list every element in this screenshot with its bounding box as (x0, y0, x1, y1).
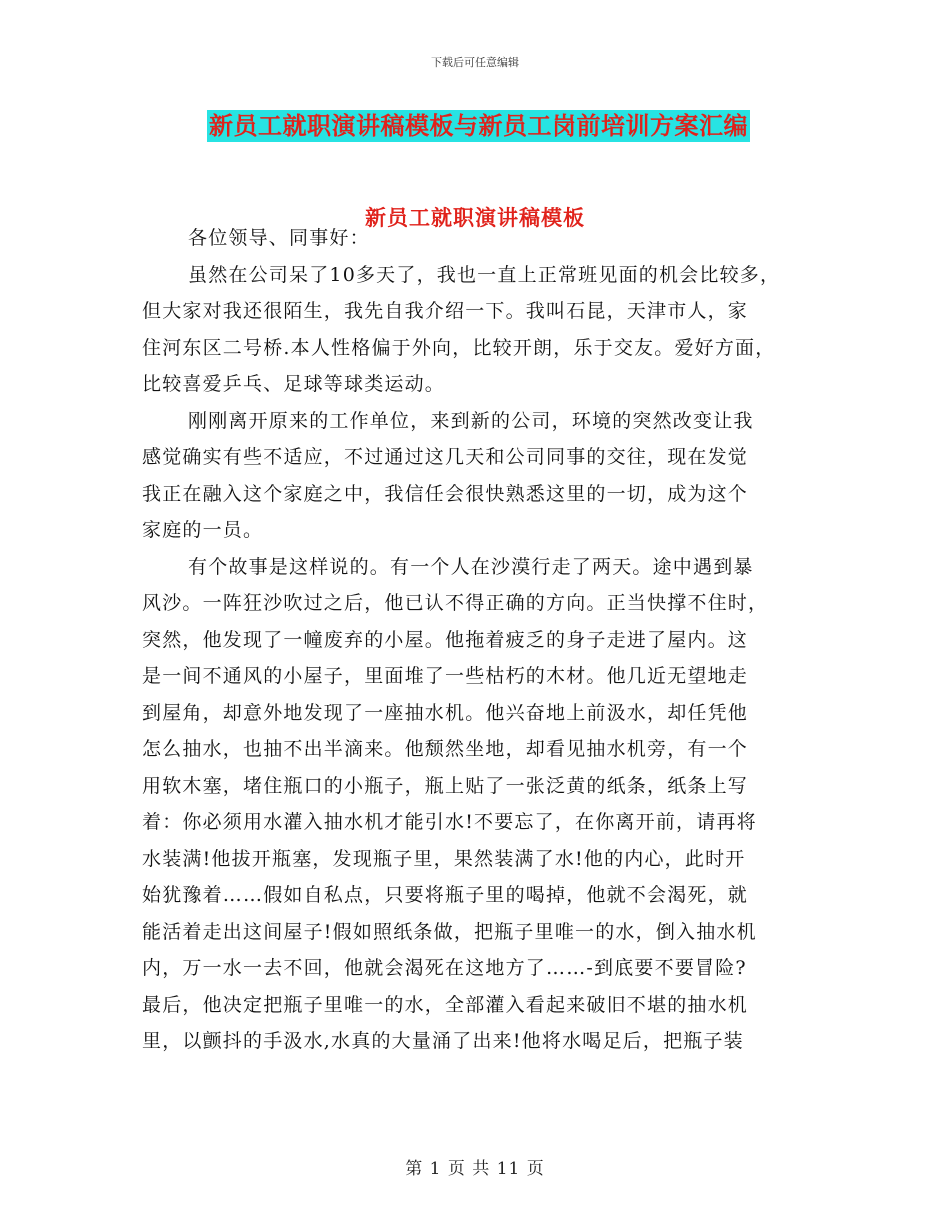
paragraph-line: 怎么抽水，也抽不出半滴来。他颓然坐地，却看见抽水机旁，有一个 (142, 738, 749, 760)
paragraph-line: 始犹豫着……假如自私点，只要将瓶子里的喝掉，他就不会渴死，就 (142, 884, 749, 906)
paragraph-line: 比较喜爱乒乓、足球等球类运动。 (142, 373, 446, 395)
section-title: 新员工就职演讲稿模板 (365, 205, 585, 230)
paragraph-line: 刚刚离开原来的工作单位，来到新的公司，环境的突然改变让我 (188, 409, 754, 432)
paragraph-line: 虽然在公司呆了10多天了，我也一直上正常班见面的机会比较多， (188, 263, 781, 286)
paragraph-line: 感觉确实有些不适应，不过通过这几天和公司同事的交往，现在发觉 (142, 446, 749, 468)
paragraph-line: 风沙。一阵狂沙吹过之后，他已认不得正确的方向。正当快撑不住时， (142, 592, 769, 614)
greeting-line: 各位领导、同事好： (188, 227, 370, 249)
paragraph-line: 最后，他决定把瓶子里唯一的水，全部灌入看起来破旧不堪的抽水机 (142, 993, 749, 1016)
paragraph-line: 但大家对我还很陌生，我先自我介绍一下。我叫石昆，天津市人，家 (142, 300, 749, 322)
document-title: 新员工就职演讲稿模板与新员工岗前培训方案汇编 (209, 111, 748, 140)
paragraph-line: 内，万一水一去不回，他就会渴死在这地方了……-到底要不要冒险? (142, 957, 747, 979)
page-footer: 第 1 页 共 11 页 (405, 1159, 545, 1179)
paragraph-line: 里，以颤抖的手汲水,水真的大量涌了出来!他将水喝足后，把瓶子装 (142, 1030, 744, 1052)
paragraph-line: 我正在融入这个家庭之中，我信任会很快熟悉这里的一切，成为这个 (142, 482, 749, 505)
paragraph-line: 能活着走出这间屋子!假如照纸条做，把瓶子里唯一的水，倒入抽水机 (142, 920, 757, 943)
paragraph-line: 着：你必须用水灌入抽水机才能引水!不要忘了，在你离开前，请再将 (142, 811, 757, 833)
paragraph-line: 水装满!他拔开瓶塞，发现瓶子里，果然装满了水!他的内心，此时开 (142, 847, 746, 870)
paragraph-line: 到屋角，却意外地发现了一座抽水机。他兴奋地上前汲水，却任凭他 (142, 701, 749, 724)
header-note: 下载后可任意编辑 (431, 56, 519, 69)
paragraph-line: 有个故事是这样说的。有一个人在沙漠行走了两天。途中遇到暴 (188, 555, 754, 578)
paragraph-line: 是一间不通风的小屋子，里面堆了一些枯朽的木材。他几近无望地走 (142, 665, 749, 687)
paragraph-line: 住河东区二号桥.本人性格偏于外向，比较开朗，乐于交友。爱好方面， (142, 336, 776, 359)
paragraph-line: 突然，他发现了一幢废弃的小屋。他拖着疲乏的身子走进了屋内。这 (142, 628, 749, 651)
paragraph-line: 用软木塞，堵住瓶口的小瓶子，瓶上贴了一张泛黄的纸条，纸条上写 (142, 774, 749, 797)
paragraph-line: 家庭的一员。 (142, 519, 264, 541)
speech-body (142, 220, 807, 1060)
